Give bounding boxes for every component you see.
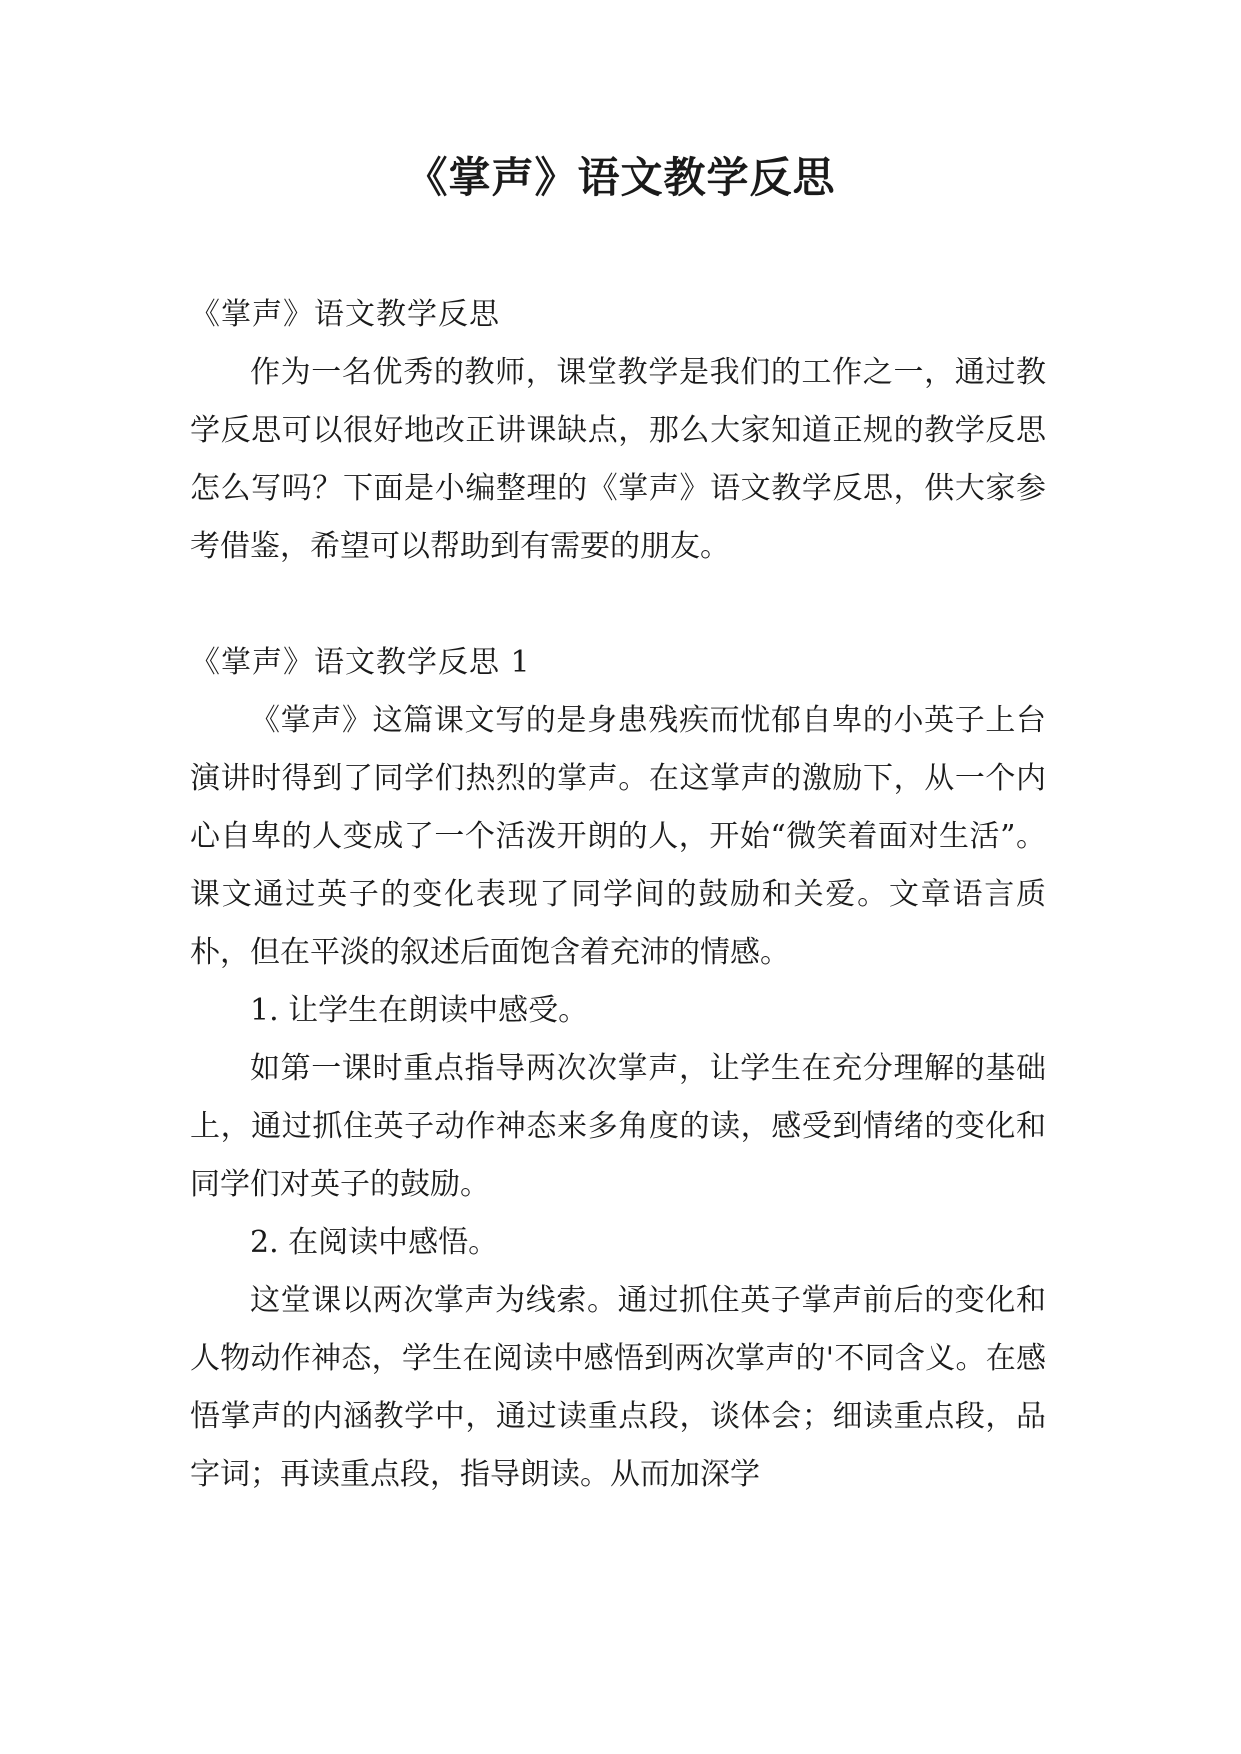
intro-paragraph: 作为一名优秀的教师，课堂教学是我们的工作之一，通过教学反思可以很好地改正讲课缺点，那么大家知道正规的教学反思怎么写吗？下面是小编整理的《掌声》语文教学反思，供大家参考借鉴，希望可以帮助到有需要的朋友。 <box>190 355 1046 564</box>
section-paragraph: 《掌声》这篇课文写的是身患残疾而忧郁自卑的小英子上台演讲时得到了同学们热烈的掌声。在这掌声的激励下，从一个内心自卑的人变成了一个活泼开朗的人，开始“微笑着面对生活”。课文通过英子的变化表现了同学间的鼓励和关爱。文章语言质朴，但在平淡的叙述后面饱含着充沛的情感。 <box>190 703 1046 970</box>
point-heading-2: 2. 在阅读中感悟。 <box>250 1225 499 1260</box>
point-heading-1: 1. 让学生在朗读中感受。 <box>250 993 589 1028</box>
point-paragraph-2: 这堂课以两次掌声为线索。通过抓住英子掌声前后的变化和人物动作神态，学生在阅读中感悟到两次掌声的'不同含义。在感悟掌声的内涵教学中，通过读重点段，谈体会；细读重点段，品字词；再读重点段，指导朗读。从而加深学 <box>190 1283 1046 1492</box>
document-title: 《掌声》语文教学反思 <box>405 153 836 202</box>
document-body <box>190 286 1046 1504</box>
point-paragraph-1: 如第一课时重点指导两次次掌声，让学生在充分理解的基础上，通过抓住英子动作神态来多角度的读，感受到情绪的变化和同学们对英子的鼓励。 <box>190 1051 1046 1202</box>
section-heading: 《掌声》语文教学反思 1 <box>190 645 531 680</box>
section-spacer <box>190 576 1046 634</box>
subtitle-heading: 《掌声》语文教学反思 <box>190 297 500 332</box>
